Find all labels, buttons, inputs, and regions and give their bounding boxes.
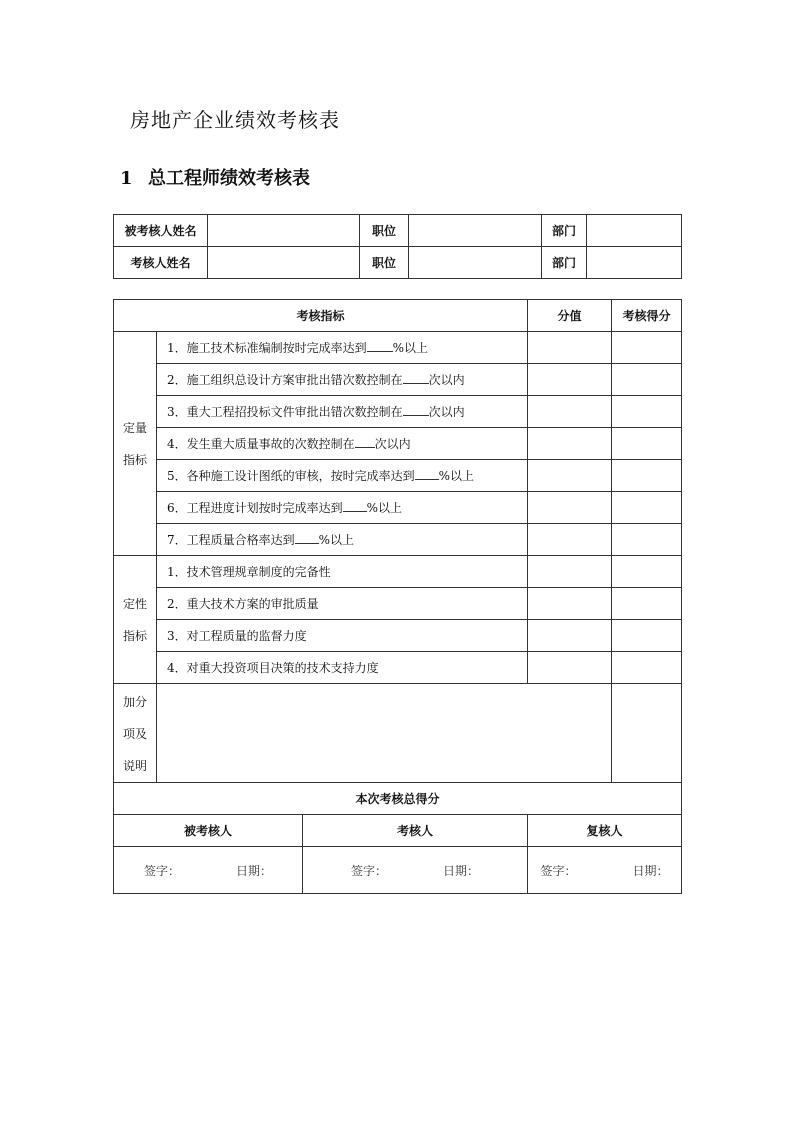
item-text: 4．发生重大质量事故的次数控制在 [167, 437, 355, 451]
score-cell[interactable] [528, 492, 612, 524]
score-cell[interactable] [528, 524, 612, 556]
position-label: 职位 [360, 247, 409, 279]
section-title-text: 总工程师绩效考核表 [148, 168, 310, 189]
info-row-examiner [114, 247, 682, 279]
reviewer-signature-cell[interactable] [528, 847, 682, 894]
examinee-position-field[interactable] [409, 215, 542, 247]
score-cell[interactable] [528, 652, 612, 684]
table-row [114, 524, 682, 556]
table-row [114, 556, 682, 588]
item-text: 7．工程质量合格率达到 [167, 533, 295, 547]
category-line: 定量 [122, 420, 147, 435]
item-suffix: 次以内 [374, 437, 411, 451]
result-cell[interactable] [612, 364, 682, 396]
date-label: 日期： [632, 863, 669, 878]
table-row [114, 588, 682, 620]
examinee-signature-cell[interactable] [114, 847, 303, 894]
examiner-name-field[interactable] [208, 247, 360, 279]
fill-blank[interactable] [403, 404, 429, 416]
table-row [114, 396, 682, 428]
quant-item-5 [157, 460, 528, 492]
examinee-label: 被考核人 [114, 815, 303, 847]
table-row [114, 332, 682, 364]
examinee-name-field[interactable] [208, 215, 360, 247]
score-header: 分值 [528, 300, 612, 332]
item-suffix: %以上 [438, 469, 475, 483]
result-cell[interactable] [612, 460, 682, 492]
result-cell[interactable] [612, 588, 682, 620]
bonus-score-cell[interactable] [612, 684, 682, 783]
total-row [114, 783, 682, 815]
section-number: 1 [120, 168, 133, 189]
examiner-label: 考核人 [303, 815, 528, 847]
quant-item-4 [157, 428, 528, 460]
result-cell[interactable] [612, 524, 682, 556]
result-cell[interactable] [612, 556, 682, 588]
quant-item-2 [157, 364, 528, 396]
result-cell[interactable] [612, 332, 682, 364]
bonus-description-field[interactable] [157, 684, 612, 783]
item-text: 2．施工组织总设计方案审批出错次数控制在 [167, 373, 403, 387]
result-cell[interactable] [612, 492, 682, 524]
score-cell[interactable] [528, 428, 612, 460]
table-row [114, 364, 682, 396]
quant-item-6 [157, 492, 528, 524]
item-suffix: 次以内 [428, 405, 465, 419]
document-title: 房地产企业绩效考核表 [130, 108, 340, 132]
department-label: 部门 [542, 215, 587, 247]
qual-item-2: 2．重大技术方案的审批质量 [157, 588, 528, 620]
sign-label: 签字： [143, 863, 180, 878]
fill-blank[interactable] [415, 468, 439, 480]
table-row [114, 652, 682, 684]
date-label: 日期： [236, 863, 273, 878]
item-suffix: %以上 [392, 341, 429, 355]
position-label: 职位 [360, 215, 409, 247]
item-suffix: %以上 [366, 501, 403, 515]
quantitative-category [114, 332, 157, 556]
score-cell[interactable] [528, 460, 612, 492]
item-suffix: %以上 [318, 533, 355, 547]
qual-item-1: 1．技术管理规章制度的完备性 [157, 556, 528, 588]
sign-label: 签字： [540, 863, 577, 878]
date-label: 日期： [443, 863, 480, 878]
info-row-examinee [114, 215, 682, 247]
quant-item-1 [157, 332, 528, 364]
examiner-position-field[interactable] [409, 247, 542, 279]
qual-item-3: 3．对工程质量的监督力度 [157, 620, 528, 652]
qual-item-4: 4．对重大投资项目决策的技术支持力度 [157, 652, 528, 684]
quant-item-3 [157, 396, 528, 428]
reviewer-label: 复核人 [528, 815, 682, 847]
category-line: 定性 [122, 596, 147, 611]
result-cell[interactable] [612, 620, 682, 652]
section-title [120, 164, 310, 190]
examinee-name-label: 被考核人姓名 [114, 215, 208, 247]
bonus-category [114, 684, 157, 783]
item-text: 5．各种施工设计图纸的审核，按时完成率达到 [167, 469, 415, 483]
item-suffix: 次以内 [428, 373, 465, 387]
score-cell[interactable] [528, 364, 612, 396]
bonus-line: 加分 [122, 695, 147, 709]
department-label: 部门 [542, 247, 587, 279]
score-cell[interactable] [528, 396, 612, 428]
result-cell[interactable] [612, 428, 682, 460]
examiner-name-label: 考核人姓名 [114, 247, 208, 279]
qualitative-category [114, 556, 157, 684]
header-row [114, 300, 682, 332]
score-cell[interactable] [528, 588, 612, 620]
indicator-header: 考核指标 [114, 300, 528, 332]
category-line: 指标 [122, 628, 147, 643]
assessment-table [113, 299, 682, 894]
item-text: 1．施工技术标准编制按时完成率达到 [167, 341, 367, 355]
table-row [114, 428, 682, 460]
fill-blank[interactable] [343, 500, 367, 512]
bonus-line: 说明 [122, 759, 147, 773]
bonus-row [114, 684, 682, 783]
info-table [113, 214, 682, 279]
result-cell[interactable] [612, 396, 682, 428]
result-cell[interactable] [612, 652, 682, 684]
score-cell[interactable] [528, 332, 612, 364]
fill-blank[interactable] [295, 532, 319, 544]
total-score-label: 本次考核总得分 [114, 783, 682, 815]
signature-header-row [114, 815, 682, 847]
fill-blank[interactable] [355, 436, 375, 448]
table-row [114, 620, 682, 652]
quant-item-7 [157, 524, 528, 556]
item-text: 6．工程进度计划按时完成率达到 [167, 501, 343, 515]
bonus-line: 项及 [122, 727, 147, 741]
score-cell[interactable] [528, 556, 612, 588]
examiner-signature-cell[interactable] [303, 847, 528, 894]
signature-row [114, 847, 682, 894]
score-cell[interactable] [528, 620, 612, 652]
fill-blank[interactable] [367, 340, 393, 352]
table-row [114, 460, 682, 492]
item-text: 3．重大工程招投标文件审批出错次数控制在 [167, 405, 403, 419]
category-line: 指标 [122, 452, 147, 467]
examiner-department-field[interactable] [587, 247, 682, 279]
fill-blank[interactable] [403, 372, 429, 384]
result-header: 考核得分 [612, 300, 682, 332]
examinee-department-field[interactable] [587, 215, 682, 247]
table-row [114, 492, 682, 524]
sign-label: 签字： [350, 863, 387, 878]
